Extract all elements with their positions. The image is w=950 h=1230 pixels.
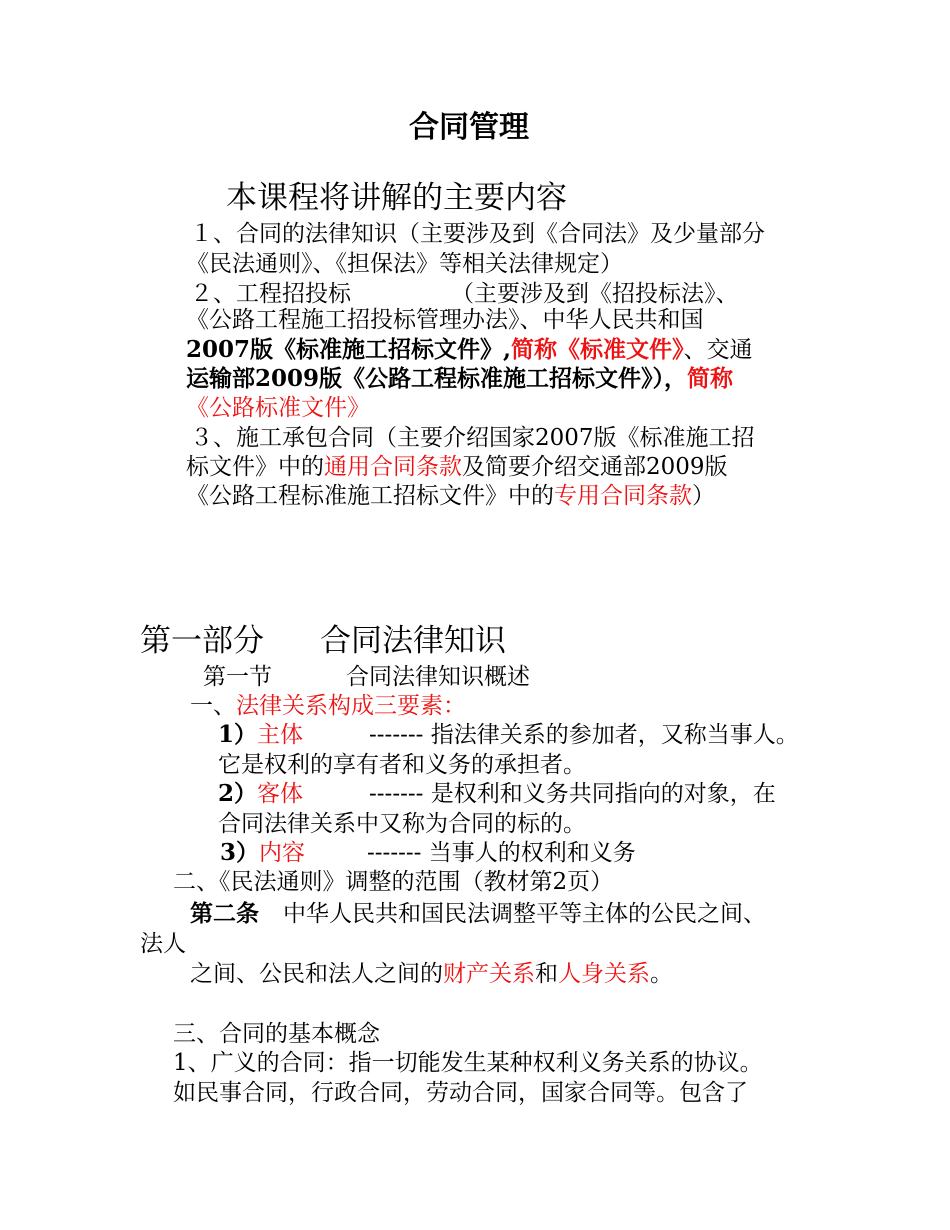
element-item-1-definition: ------- 指法律关系的参加者，又称当事人。 [369,722,799,748]
intro-line-1: １、合同的法律知识（主要涉及到《合同法》及少量部分 [190,221,765,247]
article-2-period: 。 [650,961,673,987]
element-item-3 [220,838,636,868]
intro-item-2-detail: （主要涉及到《招投标法》、 [451,281,739,307]
intro-line-5-tail: 、交通 [683,337,753,363]
element-item-3-definition: ------- 当事人的权利和义务 [367,840,636,866]
section-heading-title: 合同法律知识概述 [346,664,530,690]
element-item-2-term: 客体 [257,781,304,807]
intro-line-10 [186,481,715,511]
intro-line-2: 《民法通则》、《担保法》等相关法律规定） [186,251,623,277]
section-heading-number: 第一节 [203,664,272,690]
article-2-line [190,899,766,929]
element-item-3-number: 3） [220,839,260,866]
article-2-text: 中华人民共和国民法调整平等主体的公民之间、 [283,901,766,927]
element-item-1-number: 1） [218,721,258,748]
intro-line-8: ３、施工承包合同（主要介绍国家2007版《标准施工招 [190,425,755,451]
subsection-2-heading: 二、《民法通则》调整的范围（教材第2页） [173,869,614,895]
element-item-2-number: 2） [218,780,258,807]
intro-line-9-tail: 及简要介绍交通部2009版 [462,454,728,480]
subsection-1-title: 法律关系构成三要素： [236,693,466,719]
intro-line-5 [186,335,753,365]
element-item-2-continuation: 合同法律关系中又称为合同的标的。 [218,811,586,837]
subsection-1-prefix: 一、 [190,693,236,719]
part-heading-number: 第一部分 [140,623,264,659]
intro-line-10-tail: ） [692,483,715,509]
element-item-3-term: 内容 [259,840,306,866]
intro-line-6-text: 运输部2009版《公路工程标准施工招标文件》）， [186,365,688,392]
intro-line-9-text: 标文件》中的 [186,454,324,480]
element-item-2 [218,779,776,809]
article-2-line-3 [190,959,673,989]
element-item-1-continuation: 它是权利的享有者和义务的承担者。 [218,752,586,778]
intro-line-4: 《公路工程施工招投标管理办法》、中华人民共和国 [186,307,704,333]
intro-line-6-highlight: 简称 [687,365,734,392]
element-item-2-definition: ------- 是权利和义务共同指向的对象，在 [369,781,776,807]
intro-line-9 [186,452,728,482]
article-2-label: 第二条 [190,900,259,927]
part-heading-title: 合同法律知识 [320,623,506,659]
personal-relations-highlight: 人身关系 [558,961,650,987]
subsection-3-heading: 三、合同的基本概念 [173,1021,380,1047]
intro-line-5-text: 2007版《标准施工招标文件》, [186,336,512,363]
page-title: 合同管理 [409,110,529,145]
article-2-conjunction: 和 [535,961,558,987]
intro-line-6 [186,364,733,394]
subsection-1-heading [190,691,466,721]
intro-line-10-highlight: 专用合同条款 [554,483,692,509]
contract-definition-line-1: 1、广义的合同：指一切能发生某种权利义务关系的协议。 [173,1050,763,1076]
contract-definition-line-2: 如民事合同，行政合同，劳动合同，国家合同等。包含了 [173,1080,748,1106]
property-relations-highlight: 财产关系 [443,961,535,987]
article-2-continuation: 法人 [140,931,186,957]
intro-heading: 本课程将讲解的主要内容 [226,180,567,216]
article-2-line-3-text: 之间、公民和法人之间的 [190,961,443,987]
intro-line-5-highlight: 简称《标准文件》 [511,336,684,363]
intro-item-2-label: ２、工程招投标 [190,281,351,307]
intro-line-9-highlight: 通用合同条款 [324,454,462,480]
element-item-1-term: 主体 [257,722,304,748]
element-item-1 [218,720,799,750]
intro-line-10-text: 《公路工程标准施工招标文件》中的 [186,483,554,509]
intro-line-7: 《公路标准文件》 [186,395,370,421]
part-heading [140,623,506,659]
section-heading [203,662,530,692]
